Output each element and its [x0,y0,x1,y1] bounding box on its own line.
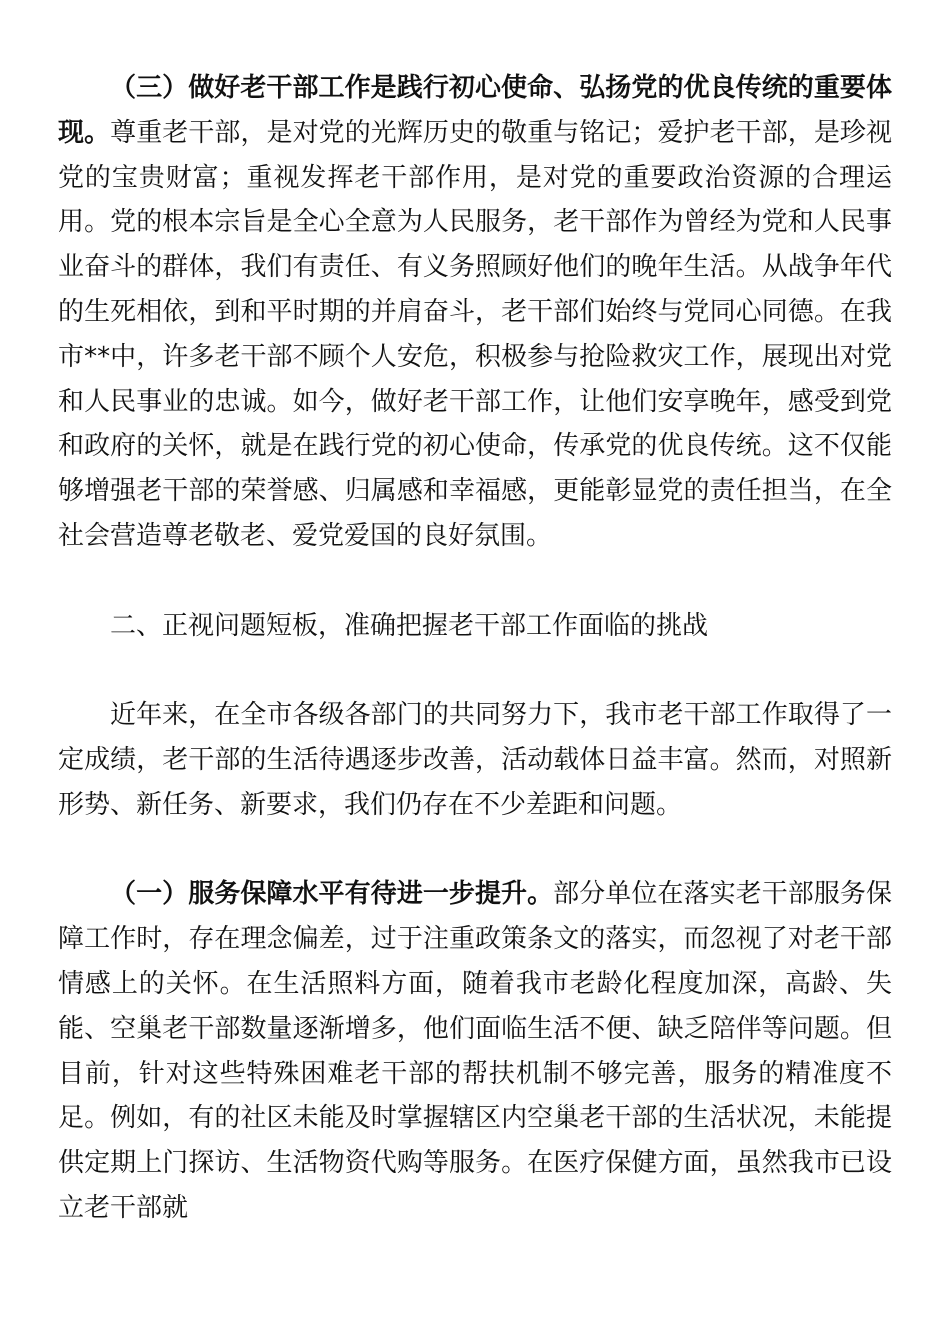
paragraph-intro: 近年来，在全市各级各部门的共同努力下，我市老干部工作取得了一定成绩，老干部的生活待遇逐步改善，活动载体日益丰富。然而，对照新形势、新任务、新要求，我们仍存在不少差距和问题。 [58,700,892,820]
section-1-body: 部分单位在落实老干部服务保障工作时，存在理念偏差，过于注重政策条文的落实，而忽视了对老干部情感上的关怀。在生活照料方面，随着我市老龄化程度加深，高龄、失能、空巢老干部数量逐渐增多，他们面临生活不便、缺乏陪伴等问题。但目前，针对这些特殊困难老干部的帮扶机制不够完善，服务的精准度不足。例如，有的社区未能及时掌握辖区内空巢老干部的生活状况，未能提供定期上门探访、生活物资代购等服务。在医疗保健方面，虽然我市已设立老干部就 [58,879,892,1223]
section-3-heading: （三）做好老干部工作是践行初心使命、弘扬党的优良传统的重要体现。 [58,73,892,148]
document-page [58,66,892,1231]
chapter-2-heading: 二、正视问题短板，准确把握老干部工作面临的挑战 [110,610,709,641]
paragraph-section-1 [58,872,892,1230]
paragraph-section-3 [58,66,892,559]
section-1-heading: （一）服务保障水平有待进一步提升。 [110,879,554,910]
section-3-body: 尊重老干部，是对党的光辉历史的敬重与铭记；爱护老干部，是珍视党的宝贵财富；重视发挥老干部作用，是对党的重要政治资源的合理运用。党的根本宗旨是全心全意为人民服务，老干部作为曾经为党和人民事业奋斗的群体，我们有责任、有义务照顾好他们的晚年生活。从战争年代的生死相依，到和平时期的并肩奋斗，老干部们始终与党同心同德。在我市**中，许多老干部不顾个人安危，积极参与抢险救灾工作，展现出对党和人民事业的忠诚。如今，做好老干部工作，让他们安享晚年，感受到党和政府的关怀，就是在践行党的初心使命，传承党的优良传统。这不仅能够增强老干部的荣誉感、归属感和幸福感，更能彰显党的责任担当，在全社会营造尊老敬老、爱党爱国的良好氛围。 [58,117,892,551]
